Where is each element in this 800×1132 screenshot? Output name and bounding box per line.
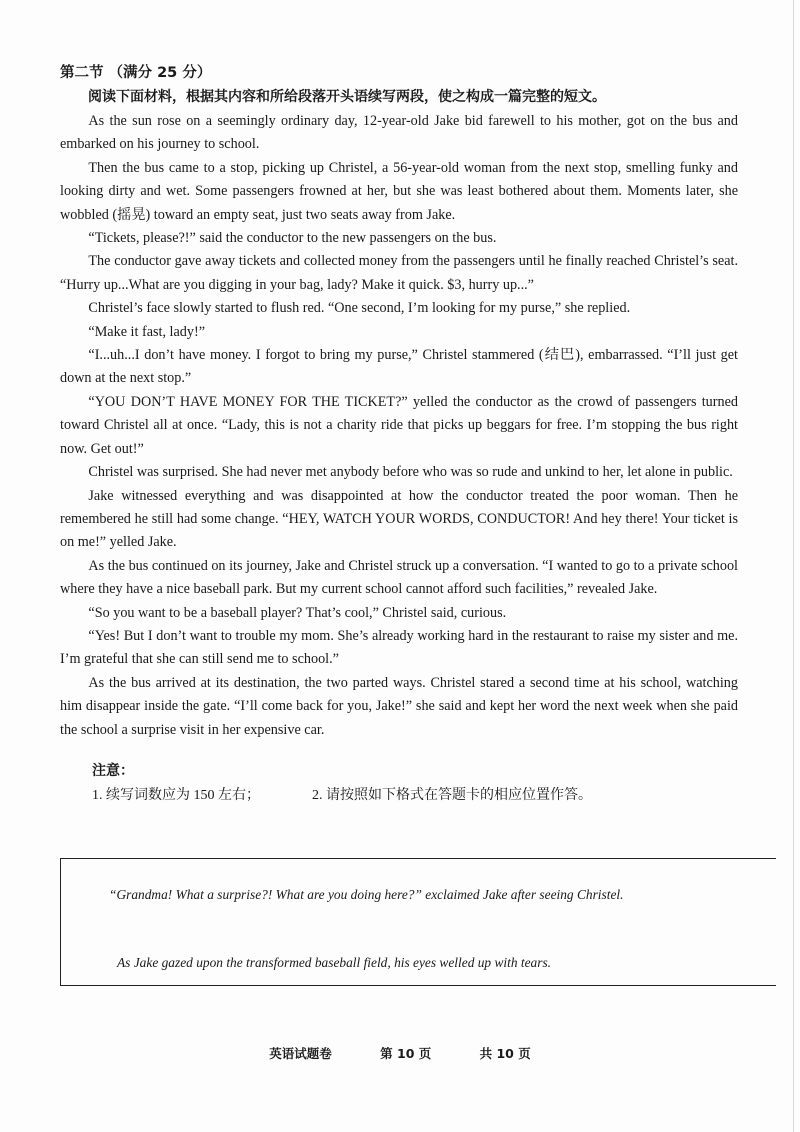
footer-total-pages: 共 10 页 bbox=[479, 1046, 531, 1061]
passage-paragraph: As the bus continued on its journey, Jake and Christel struck up a conversation. “I wanted to go to a private school where they have a nice baseball park. But my current school cannot afford such facilities,” revealed Jake. bbox=[60, 557, 738, 598]
note-item-word-count: 1. 续写词数应为 150 左右； bbox=[92, 787, 260, 803]
passage-paragraph: Christel’s face slowly started to flush red. “One second, I’m looking for my purse,” she replied. bbox=[88, 300, 631, 317]
footer-subject: 英语试题卷 bbox=[269, 1046, 332, 1061]
main-content bbox=[60, 62, 738, 807]
passage-paragraph: “Make it fast, lady!” bbox=[88, 323, 205, 340]
passage-paragraph: “I...uh...I don’t have money. I forgot to bring my purse,” Christel stammered (结巴), embarrassed. “I’ll just get down at the next stop.” bbox=[60, 347, 738, 387]
passage-paragraph: Christel was surprised. She had never met anybody before who was so rude and unkind to her, let alone in public. bbox=[88, 464, 733, 481]
page-edge-line bbox=[793, 0, 794, 1132]
passage-paragraph: The conductor gave away tickets and collected money from the passengers until he finally reached Christel’s seat. “Hurry up...What are you digging in your bag, lady? Make it quick. $3, hurry up...” bbox=[60, 253, 738, 293]
passage-paragraph: As the sun rose on a seemingly ordinary day, 12-year-old Jake bid farewell to his mother, got on the bus and embarked on his journey to school. bbox=[60, 113, 738, 153]
passage-paragraph: “So you want to be a baseball player? That’s cool,” Christel said, curious. bbox=[88, 604, 507, 621]
note-item-answer-format: 2. 请按照如下格式在答题卡的相应位置作答。 bbox=[312, 787, 592, 803]
section-instruction: 阅读下面材料，根据其内容和所给段落开头语续写两段，使之构成一篇完整的短文。 bbox=[88, 89, 606, 105]
passage-paragraph: “Tickets, please?!” said the conductor to the new passengers on the bus. bbox=[88, 230, 497, 247]
notes-list bbox=[92, 784, 738, 807]
section-title: 第二节 （满分 25 分） bbox=[60, 65, 212, 81]
passage-paragraph: “YOU DON’T HAVE MONEY FOR THE TICKET?” yelled the conductor as the crowd of passengers turned toward Christel all at once. “Lady, this is not a charity ride that picks up beggars for free. I’m stopping the bus right now. Get out!” bbox=[60, 393, 738, 457]
reading-passage bbox=[60, 110, 738, 742]
paragraph-opening-2: As Jake gazed upon the transformed baseball field, his eyes welled up with tears. bbox=[117, 955, 552, 970]
passage-paragraph: “Yes! But I don’t want to trouble my mom. She’s already working hard in the restaurant to raise my sister and me. I’m grateful that she can still send me to school.” bbox=[60, 627, 738, 668]
page-footer bbox=[0, 1044, 800, 1062]
answer-format-box bbox=[60, 858, 776, 986]
passage-paragraph: As the bus arrived at its destination, the two parted ways. Christel stared a second time at his school, watching him disappear inside the gate. “I’ll come back for you, Jake!” she said and kept her word the next week when she paid the school a surprise visit in her expensive car. bbox=[60, 674, 738, 738]
passage-paragraph: Jake witnessed everything and was disappointed at how the conductor treated the poor woman. Then he remembered he still had some change. “HEY, WATCH YOUR WORDS, CONDUCTOR! And hey there! Your ticket is on me!” yelled Jake. bbox=[60, 487, 738, 551]
paragraph-opening-1: “Grandma! What a surprise?! What are you doing here?” exclaimed Jake after seeing Christel. bbox=[109, 887, 624, 902]
footer-page-number: 第 10 页 bbox=[380, 1046, 432, 1061]
notes-title: 注意： bbox=[92, 762, 134, 779]
passage-paragraph: Then the bus came to a stop, picking up Christel, a 56-year-old woman from the next stop, smelling funky and looking dirty and wet. Some passengers frowned at her, but she was least bothered about them. Moments later, she wobbled (摇晃) toward an empty seat, just two seats away from Jake. bbox=[60, 159, 738, 223]
